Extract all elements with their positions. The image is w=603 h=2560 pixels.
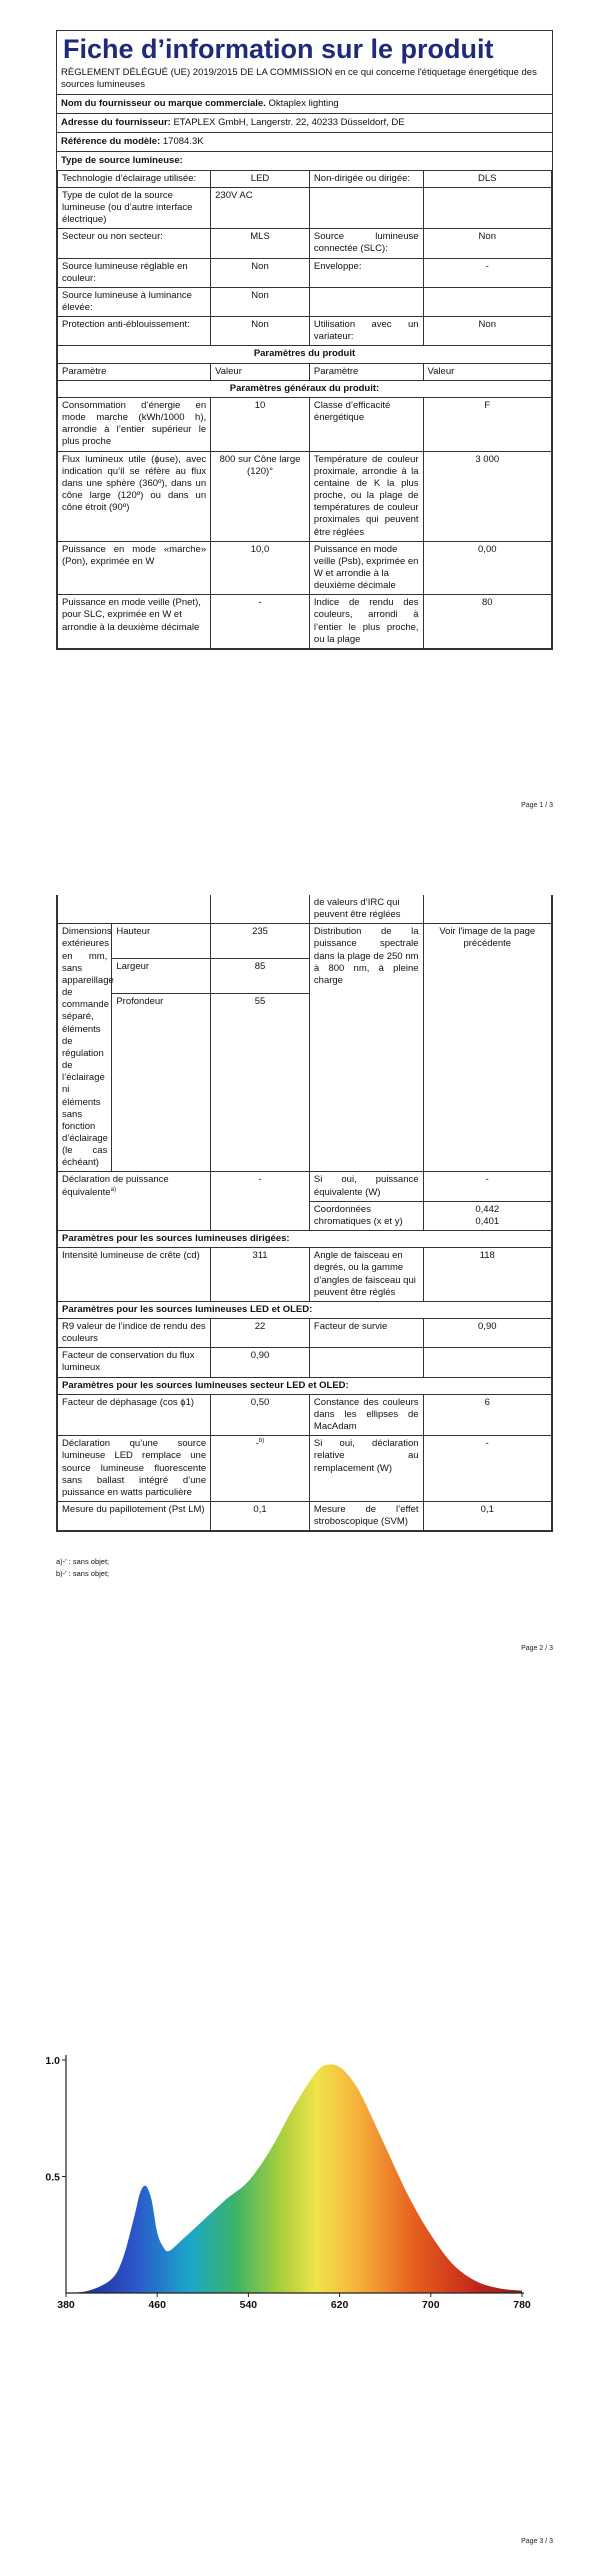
page-title: Fiche d’information sur le produit [63, 34, 494, 64]
table-row [58, 170, 552, 187]
cell-label: R9 valeur de l’indice de rendu des couleurs [58, 1319, 211, 1348]
table-row [58, 1248, 552, 1302]
y-tick-label: 0.5 [45, 2171, 60, 2184]
dimension-value: 235 [211, 924, 310, 959]
cell-value: - [423, 1436, 551, 1502]
cell-value: 0,90 [423, 1319, 551, 1348]
table-row [58, 541, 552, 595]
led-heading: Paramètres pour les sources lumineuses LED et OLED: [58, 1301, 552, 1318]
cell-label: Mesure du papillotement (Pst LM) [58, 1502, 211, 1531]
dimension-name: Profondeur [112, 994, 211, 1172]
table-row [58, 924, 552, 959]
equiv-label: Déclaration de puissance équivalente [62, 1174, 169, 1198]
cell-label: Si oui, déclaration relative au remplacement (W) [309, 1436, 423, 1502]
table-row [58, 1436, 552, 1502]
cell-label: Enveloppe: [309, 258, 423, 287]
cell-label: de valeurs d’IRC qui peuvent être réglées [309, 895, 423, 924]
table-row [58, 1348, 552, 1377]
cell-value: DLS [423, 170, 551, 187]
column-header: Paramètre [58, 363, 211, 380]
cell-label [309, 287, 423, 316]
cell-value: 0,90 [211, 1348, 310, 1377]
cell-label: Constance des couleurs dans les ellipses de MacAdam [309, 1394, 423, 1435]
x-tick-label: 460 [148, 2299, 166, 2311]
footnote-ref: b) [258, 1438, 265, 1445]
general-params-heading: Paramètres généraux du produit: [58, 380, 552, 397]
footnote-ref: a) [110, 1186, 116, 1193]
cell-value: 800 sur Cône large (120)° [211, 451, 310, 541]
y-tick-label: 1.0 [45, 2055, 60, 2067]
cell-value: 0,1 [423, 1502, 551, 1531]
cell-label: Déclaration qu’une source lumineuse LED remplace une source lumineuse fluorescente sans ballast intégré d’une puissance en watts particulière [58, 1436, 211, 1502]
regulation-text: RÈGLEMENT DÉLÉGUÉ (UE) 2019/2015 DE LA COMMISSION en ce qui concerne l'étiquetage énergétique des sources lumineuses [61, 67, 537, 91]
cell-label: Indice de rendu des couleurs, arrondi à l’entier le plus proche, ou la plage [309, 595, 423, 649]
cell-value: Non [423, 317, 551, 346]
cell-label: Classe d’efficacité énergétique [309, 397, 423, 451]
cell-label: Source lumineuse à luminance élevée: [58, 287, 211, 316]
spectrum-area [66, 2064, 522, 2293]
info-box-page-2 [56, 895, 553, 1532]
cell-label: Puissance en mode veille (Psb), exprimée en W et arrondie à la deuxième décimale [309, 541, 423, 595]
table-row [58, 397, 552, 451]
x-tick-label: 620 [330, 2299, 349, 2311]
footnote-b: b)-' : sans objet; [56, 1569, 110, 1578]
cell-label: Puissance en mode «marche» (Pon), exprimée en W [58, 541, 211, 595]
cell-value: 118 [423, 1248, 551, 1302]
cell-label: Type de culot de la source lumineuse (ou d’autre interface électrique) [58, 187, 211, 228]
table-row [58, 317, 552, 346]
cell-label: Facteur de survie [309, 1319, 423, 1348]
spectral-distribution-chart [45, 2045, 552, 2315]
column-header: Valeur [423, 363, 551, 380]
cell-value: - [255, 1438, 259, 1450]
cell-label: Si oui, puissance équivalente (W) [309, 1172, 423, 1201]
x-tick-label: 380 [57, 2299, 75, 2311]
table-row [58, 1502, 552, 1531]
table-row [58, 451, 552, 541]
cell-value: 6 [423, 1394, 551, 1435]
page-number: Page 2 / 3 [521, 1645, 553, 1652]
cell-value: 10 [211, 397, 310, 451]
equiv-value: - [211, 1172, 310, 1231]
cell-value: 0,00 [423, 541, 551, 595]
cell-value: 311 [211, 1248, 310, 1302]
info-box-page-1 [56, 30, 553, 650]
cell-value: 80 [423, 595, 551, 649]
x-tick-label: 780 [513, 2299, 531, 2311]
dimension-name: Hauteur [112, 924, 211, 959]
cell-value: 10,0 [211, 541, 310, 595]
cell-label: Facteur de conservation du flux lumineux [58, 1348, 211, 1377]
cell-label: Angle de faisceau en degrés, ou la gamme d’angles de faisceau qui peuvent être réglés [309, 1248, 423, 1302]
footnotes [56, 1556, 109, 1580]
cell-label: Puissance en mode veille (Pnet), pour SLC, exprimée en W et arrondie à la deuxième décimale [58, 595, 211, 649]
chroma-y: 0,401 [475, 1215, 500, 1227]
table-row [58, 229, 552, 258]
cell-label: Source lumineuse connectée (SLC): [309, 229, 423, 258]
cell-value: 0,1 [211, 1502, 310, 1531]
spectral-label: Distribution de la puissance spectrale dans la plage de 250 nm à 800 nm, à pleine charge [309, 924, 423, 1172]
dimensions-label: Dimensions extérieures en mm, sans appareillage de commande séparé, éléments de régulation de l’éclairage ni éléments sans fonction d’éclairage (le cas échéant) [58, 924, 112, 1172]
table-row [58, 287, 552, 316]
cell-value: F [423, 397, 551, 451]
page-number: Page 1 / 3 [521, 802, 553, 809]
mains-heading: Paramètres pour les sources lumineuses secteur LED et OLED: [58, 1377, 552, 1394]
cell-label: Intensité lumineuse de crête (cd) [58, 1248, 211, 1302]
cell-value [423, 187, 551, 228]
params-table-continued [57, 895, 552, 1531]
cell-value: Non [423, 229, 551, 258]
supplier-address-label: Adresse du fournisseur: [61, 116, 171, 128]
table-row [58, 1172, 552, 1201]
chroma-label: Coordonnées chromatiques (x et y) [309, 1201, 423, 1230]
chroma-x: 0,442 [475, 1203, 500, 1215]
cell-label: Utilisation avec un variateur: [309, 317, 423, 346]
model-label: Référence du modèle: [61, 135, 161, 147]
cell-label: Non-dirigée ou dirigée: [309, 170, 423, 187]
supplier-address-value: ETAPLEX GmbH, Langerstr. 22, 40233 Düsseldorf, DE [173, 116, 405, 128]
cell-label [309, 187, 423, 228]
page-number: Page 3 / 3 [521, 2538, 553, 2545]
cell-label: Flux lumineux utile (ϕuse), avec indication qu’il se réfère au flux dans une sphère (360º), dans un cône large (120º) ou dans un cône étroit (90º) [58, 451, 211, 541]
spectral-value: Voir l'image de la page précédente [423, 924, 551, 1172]
table-header-row [58, 363, 552, 380]
cell-label: Protection anti-éblouissement: [58, 317, 211, 346]
cell-label: Source lumineuse réglable en couleur: [58, 258, 211, 287]
footnote-a: a)-' : sans objet; [56, 1557, 110, 1566]
table-row [58, 595, 552, 649]
table-row [58, 1319, 552, 1348]
column-header: Valeur [211, 363, 310, 380]
table-row [58, 258, 552, 287]
dimension-value: 85 [211, 959, 310, 994]
source-type-heading: Type de source lumineuse: [57, 151, 552, 170]
table-row [58, 1394, 552, 1435]
cell-value: 22 [211, 1319, 310, 1348]
cell-value: MLS [211, 229, 310, 258]
cell-label: Mesure de l’effet stroboscopique (SVM) [309, 1502, 423, 1531]
cell-label: Secteur ou non secteur: [58, 229, 211, 258]
cell-label: Technologie d’éclairage utilisée: [58, 170, 211, 187]
product-params-heading: Paramètres du produit [58, 346, 552, 363]
x-tick-label: 540 [239, 2299, 258, 2311]
source-type-table [57, 170, 552, 649]
cell-label: Température de couleur proximale, arrondie à la centaine de K la plus proche, ou la plage de températures de couleur proximales qui peuvent être réglées [309, 451, 423, 541]
directed-heading: Paramètres pour les sources lumineuses dirigées: [58, 1231, 552, 1248]
cell-label: Facteur de déphasage (cos ϕ1) [58, 1394, 211, 1435]
supplier-name-label: Nom du fournisseur ou marque commerciale. [61, 98, 266, 110]
cell-label: Consommation d’énergie en mode marche (kWh/1000 h), arrondie à l’entier supérieur le plus proche [58, 397, 211, 451]
cell-value: Non [211, 287, 310, 316]
cell-value: - [423, 1172, 551, 1201]
dimension-value: 55 [211, 994, 310, 1172]
column-header: Paramètre [309, 363, 423, 380]
supplier-name-value: Oktaplex lighting [268, 98, 339, 110]
cell-value: 3 000 [423, 451, 551, 541]
x-tick-label: 700 [422, 2299, 440, 2311]
cell-value: 0,50 [211, 1394, 310, 1435]
cell-value: - [423, 258, 551, 287]
cell-value: 230V AC [211, 187, 310, 228]
supplier-address-row [57, 113, 552, 132]
cell-value: LED [211, 170, 310, 187]
supplier-name-row [57, 94, 552, 113]
cell-value [423, 287, 551, 316]
cell-value: - [211, 595, 310, 649]
model-row [57, 132, 552, 151]
cell-value: Non [211, 258, 310, 287]
model-value: 17084.3K [162, 135, 204, 147]
cell-value: Non [211, 317, 310, 346]
table-row [58, 187, 552, 228]
dimension-name: Largeur [112, 959, 211, 994]
table-row [58, 895, 552, 924]
